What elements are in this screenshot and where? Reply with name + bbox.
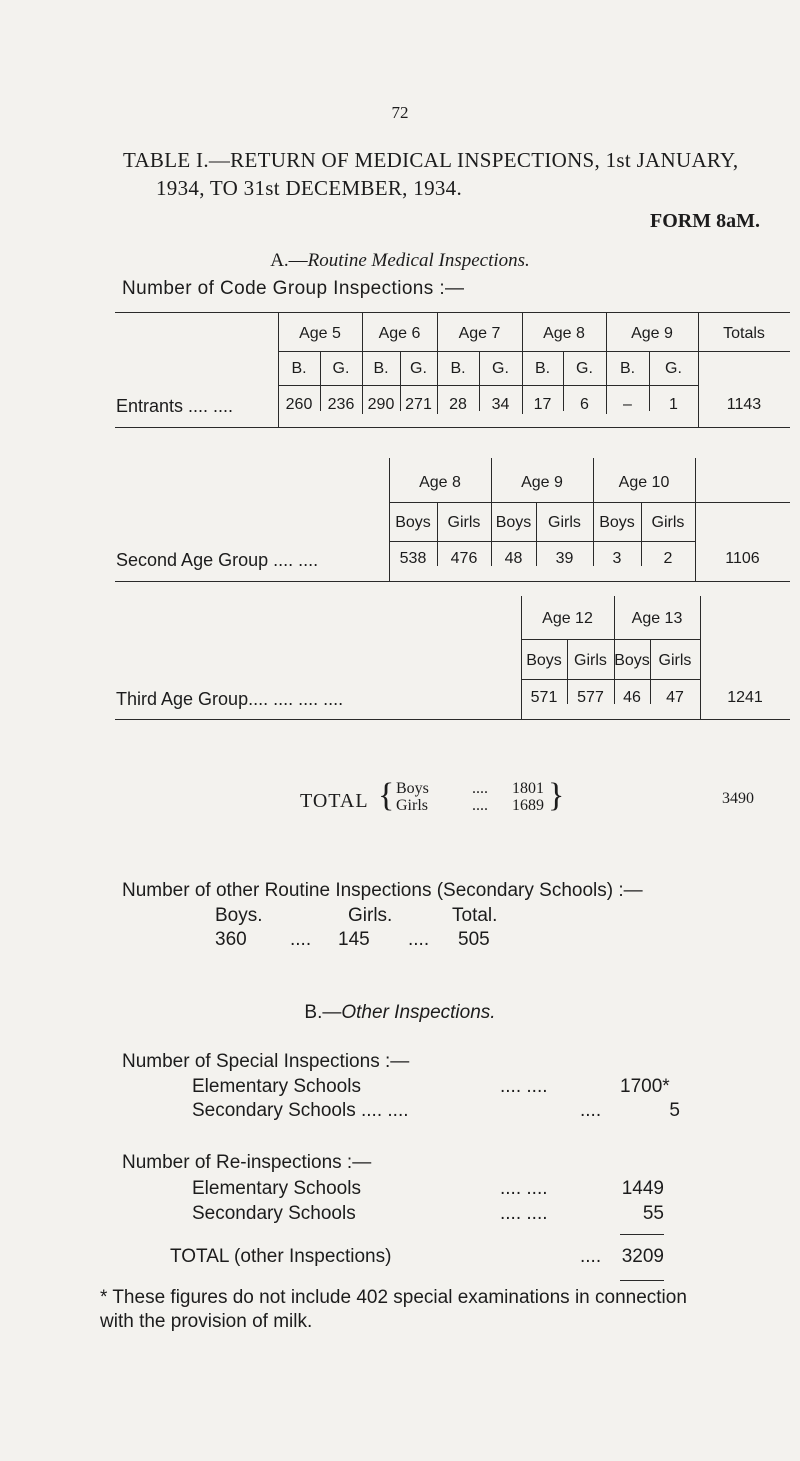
code-group-lead: Number of Code Group Inspections :—	[122, 278, 465, 299]
table-cell: 260	[285, 396, 313, 413]
rule	[521, 639, 700, 640]
sub-header: Girls	[658, 652, 692, 669]
special-row-label: Secondary Schools .... ....	[192, 1100, 409, 1121]
table-cell: 271	[405, 396, 432, 413]
secondary-total: 505	[458, 929, 490, 950]
reinspection-row-value: 1449	[621, 1178, 664, 1199]
dots: ....	[580, 1246, 602, 1267]
special-row-value: 5	[669, 1100, 680, 1121]
other-total-label: TOTAL (other Inspections)	[170, 1246, 392, 1267]
section-a-heading	[0, 250, 800, 272]
section-a-prefix: A.—	[270, 250, 308, 271]
sub-header: B.	[373, 360, 389, 377]
footnote-line1: * These figures do not include 402 special examinations in connection	[100, 1287, 687, 1308]
page-number: 72	[391, 103, 409, 122]
dots: .... ....	[500, 1203, 548, 1224]
secondary-header-boys: Boys.	[215, 905, 263, 926]
table-cell: 2	[663, 550, 673, 567]
grand-total-value: 3490	[722, 790, 754, 807]
entrants-bottom-rule	[115, 427, 790, 428]
table-cell: 17	[533, 396, 552, 413]
sub-header: Boys	[614, 652, 650, 669]
sub-header: Boys	[599, 514, 635, 531]
sub-header: Girls	[574, 652, 607, 669]
sum-rule	[620, 1234, 664, 1235]
sub-header: B.	[534, 360, 551, 377]
entrants-sub-rule	[278, 385, 698, 386]
secondary-boys: 360	[215, 929, 247, 950]
rule	[115, 719, 790, 720]
boys-label: Boys	[396, 780, 429, 797]
secondary-header-total: Total.	[452, 905, 498, 926]
other-total-value: 3209	[621, 1246, 664, 1267]
girls-total: 1689	[512, 797, 544, 814]
sub-header: G.	[332, 360, 350, 377]
table-cell: 28	[449, 396, 467, 413]
age-header: Age 7	[458, 325, 501, 342]
secondary-lead: Number of other Routine Inspections (Secondary Schools) :—	[122, 880, 643, 901]
sub-header: B.	[619, 360, 636, 377]
sub-header: G.	[492, 360, 509, 377]
table-cell: 290	[367, 396, 395, 413]
entrants-top-rule	[115, 312, 790, 313]
girls-label: Girls	[396, 797, 428, 814]
row-total: 1106	[725, 550, 760, 567]
secondary-girls: 145	[338, 929, 370, 950]
table-cell: 476	[450, 550, 478, 567]
table-title-line2: 1934, TO 31st DECEMBER, 1934.	[156, 176, 463, 200]
reinspection-row-label: Elementary Schools	[192, 1178, 361, 1199]
sub-header: Girls	[651, 514, 685, 531]
section-b-title: Other Inspections.	[341, 1002, 496, 1023]
rule	[389, 502, 790, 503]
dots: ....	[408, 929, 430, 950]
age-header: Age 8	[419, 474, 461, 491]
reinspection-row-value: 55	[642, 1203, 664, 1224]
sub-header: Boys	[495, 514, 532, 531]
age-header: Age 13	[631, 610, 683, 627]
sub-header: B.	[291, 360, 307, 377]
sub-header: Girls	[447, 514, 481, 531]
table-cell: 236	[327, 396, 355, 413]
table-cell: –	[623, 396, 632, 413]
sub-header: Girls	[548, 514, 581, 531]
totals-header: Totals	[723, 325, 765, 342]
rule	[521, 679, 700, 680]
sub-header: G.	[665, 360, 682, 377]
form-reference: FORM 8aM.	[650, 210, 760, 232]
special-lead: Number of Special Inspections :—	[122, 1051, 410, 1072]
dots: .... ....	[500, 1076, 548, 1097]
brace-left: {	[378, 777, 395, 814]
table-cell: 39	[555, 550, 574, 567]
table-cell: 3	[612, 550, 622, 567]
dots: .... ....	[500, 1178, 548, 1199]
table-cell: 34	[491, 396, 510, 413]
entrants-label: Entrants .... ....	[116, 396, 234, 416]
section-b-prefix: B.—	[304, 1002, 342, 1023]
dots: ....	[580, 1100, 602, 1121]
entrants-header-rule	[278, 351, 790, 352]
age-header: Age 8	[543, 325, 585, 342]
row-total: 1241	[727, 689, 763, 706]
sub-header: B.	[450, 360, 466, 377]
total-rule	[620, 1280, 664, 1281]
reinspection-lead: Number of Re-inspections :—	[122, 1152, 372, 1173]
sub-header: G.	[576, 360, 593, 377]
age-header: Age 6	[378, 325, 421, 342]
sub-header: Boys	[526, 652, 562, 669]
age-header: Age 10	[618, 474, 670, 491]
footnote-line2: with the provision of milk.	[100, 1311, 313, 1332]
table-cell: 538	[399, 550, 427, 567]
dots: ....	[472, 780, 488, 797]
table-cell: 6	[580, 396, 589, 413]
table-cell: 47	[666, 689, 684, 706]
section-a-title: Routine Medical Inspections.	[307, 250, 530, 271]
special-row-label: Elementary Schools	[192, 1076, 361, 1097]
grand-total-label: TOTAL	[300, 790, 369, 812]
table-title-line1: TABLE I.—RETURN OF MEDICAL INSPECTIONS, 1st JANUARY,	[123, 148, 739, 172]
table-cell: 577	[577, 689, 604, 706]
table-cell: 46	[623, 689, 641, 706]
special-row-value: 1700*	[620, 1076, 670, 1097]
second-group-label: Second Age Group .... ....	[116, 550, 319, 570]
dots: ....	[472, 797, 488, 814]
reinspection-row-label: Secondary Schools	[192, 1203, 356, 1224]
table-cell: 1	[669, 396, 678, 413]
row-total: 1143	[726, 396, 762, 413]
age-header: Age 9	[521, 474, 563, 491]
age-header: Age 5	[299, 325, 341, 342]
third-group-label: Third Age Group.... .... .... ....	[116, 689, 344, 709]
boys-total: 1801	[512, 780, 544, 797]
age-header: Age 9	[631, 325, 673, 342]
rule	[115, 581, 790, 582]
secondary-header-girls: Girls.	[348, 905, 393, 926]
age-header: Age 12	[542, 610, 593, 627]
table-cell: 48	[504, 550, 523, 567]
dots: ....	[290, 929, 312, 950]
sub-header: G.	[410, 360, 427, 377]
sub-header: Boys	[395, 514, 431, 531]
rule	[389, 541, 695, 542]
table-cell: 571	[530, 689, 558, 706]
brace-right: }	[548, 777, 565, 814]
section-b-heading	[0, 1002, 800, 1024]
